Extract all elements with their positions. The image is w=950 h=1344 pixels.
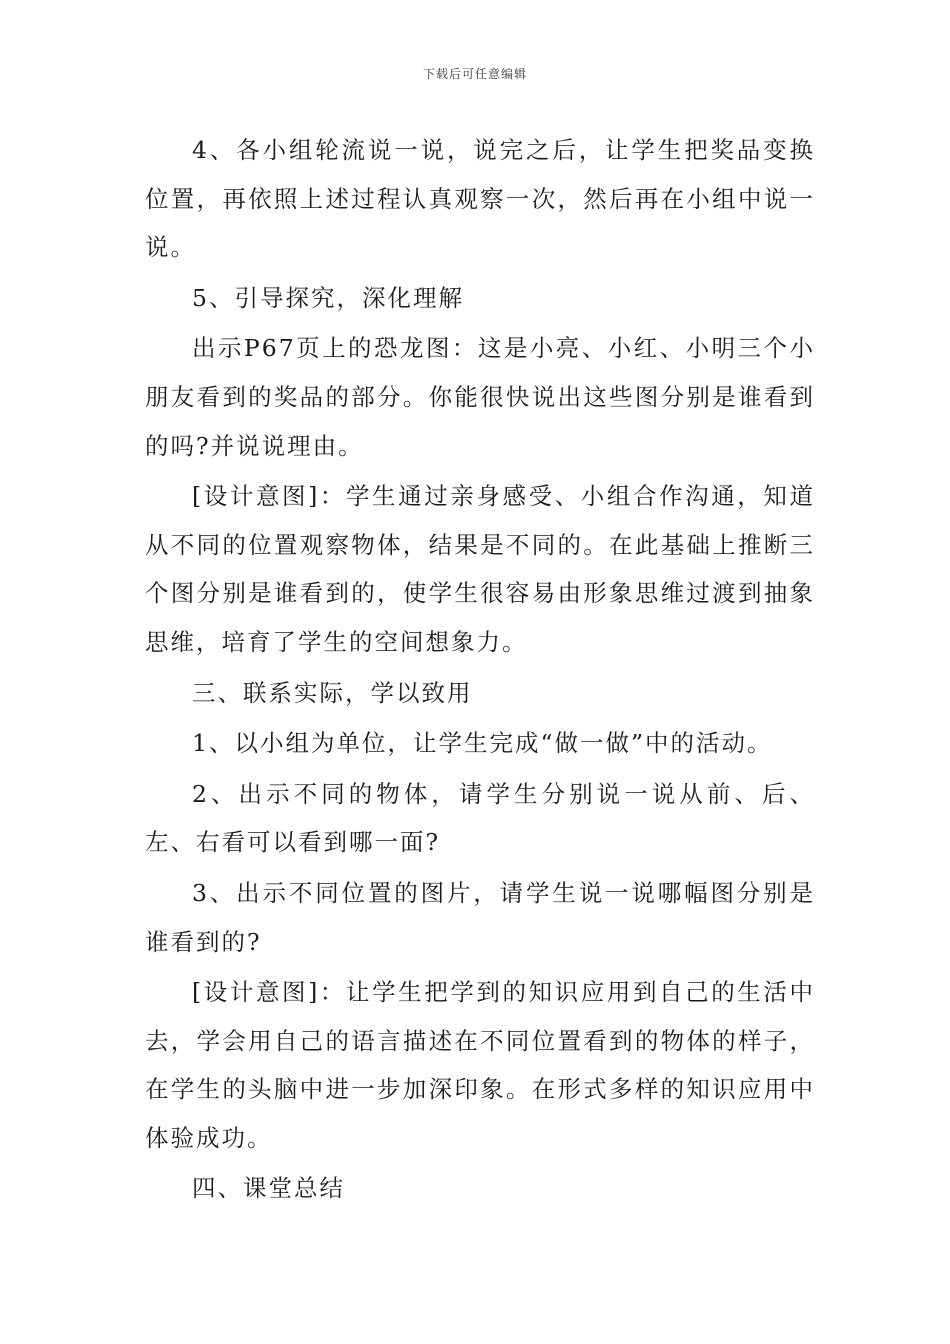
paragraph-activity-3: 3、出示不同位置的图片，请学生说一说哪幅图分别是谁看到的? [145, 878, 815, 956]
paragraph-activity-1: 1、以小组为单位，让学生完成“做一做”中的活动。 [192, 729, 773, 758]
heading-step-5: 5、引导探究，深化理解 [192, 283, 464, 312]
heading-section-4: 四、课堂总结 [192, 1174, 345, 1203]
paragraph-design-intent-2: [设计意图]：让学生把学到的知识应用到自己的生活中去，学会用自己的语言描述在不同位置看到的物体的样子，在学生的头脑中进一步加深印象。在形式多样的知识应用中体验成功。 [145, 978, 815, 1152]
paragraph-step-4: 4、各小组轮流说一说，说完之后，让学生把奖品变换位置，再依照上述过程认真观察一次，然后再在小组中说一说。 [145, 136, 815, 262]
paragraph-design-intent-1: [设计意图]：学生通过亲身感受、小组合作沟通，知道从不同的位置观察物体，结果是不同的。在此基础上推断三个图分别是谁看到的，使学生很容易由形象思维过渡到抽象思维，培育了学生的空间想象力。 [145, 482, 815, 656]
document-body [145, 126, 815, 1215]
paragraph-dinosaur-picture: 出示P67页上的恐龙图：这是小亮、小红、小明三个小朋友看到的奖品的部分。你能很快说出这些图分别是谁看到的吗?并说说理由。 [145, 334, 815, 460]
heading-section-3: 三、联系实际，学以致用 [192, 678, 473, 707]
paragraph-activity-2: 2、出示不同的物体，请学生分别说一说从前、后、左、右看可以看到哪一面? [145, 779, 815, 857]
page-header-note: 下载后可任意编辑 [422, 67, 527, 81]
